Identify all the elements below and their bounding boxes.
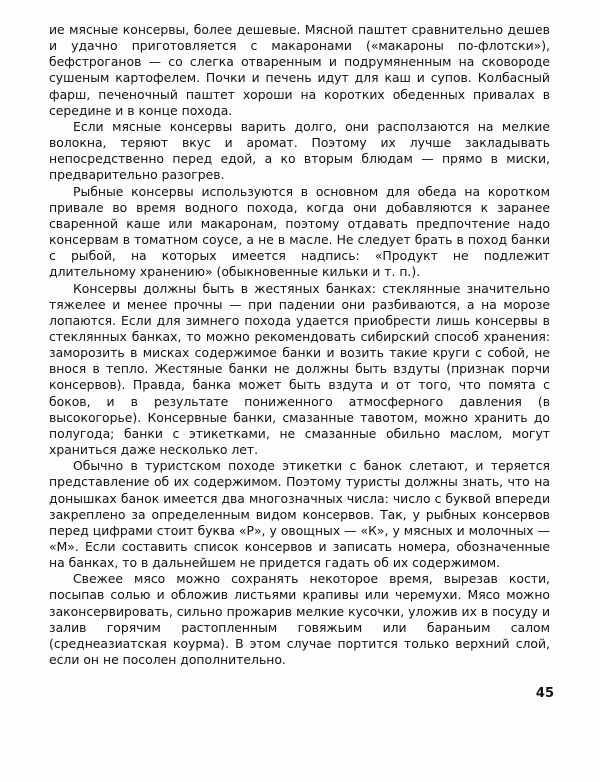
paragraph-cooking-canned-meat: Если мясные консервы варить долго, они расползаются на мелкие волокна, теряют вкус и аромат. Поэтому их лучше закладывать непосредственно перед едой, а ко вторым блюдам — прямо в миски, предварительно разогрев. [49,118,550,183]
paragraph-canned-meat: ие мясные консервы, более дешевые. Мясной паштет сравнительно дешев и удачно приготовляется с макаронами («макароны по-флотски»), бефстроганов — со слегка отваренным и подрумяненным на сковороде сушеным картофелем. Почки и печень идут для каш и супов. Колбасный фарш, печеночный паштет хороши на коротких обеденных привалах в середине и в конце похода. [49,22,550,118]
paragraph-canned-fish: Рыбные консервы используются в основном для обеда на коротком привале во время водного похода, когда они добавляются к заранее сваренной каше или макаронам, поэтому отдавать предпочтение надо консервам в томатном соусе, а не в масле. Не следует брать в поход банки с рыбой, на которых имеется надпись: «Продукт не подлежит длительному хранению» (обыкновенные кильки и т. п.). [49,183,550,280]
paragraph-cans-storage: Консервы должны быть в жестяных банках: стеклянные значительно тяжелее и менее прочны — при падении они разбиваются, а на морозе лопаются. Если для зимнего похода удается приобрести лишь консервы в стеклянных банках, то можно рекомендовать сибирский способ хранения: заморозить в мисках содержимое банки и возить такие круги с собой, не внося в тепло. Жестяные банки не должны быть вздуты (признак порчи консервов). Правда, банка может быть вздута и от того, что помята с боков, и в результате пониженного атмосферного давления (в высокогорье). Консервные банки, смазанные тавотом, можно хранить до полугода; банки с этикетками, не смазанные обильно маслом, могут храниться даже несколько лет. [49,280,550,458]
page-number: 45 [535,686,554,701]
body-text [49,22,550,668]
paragraph-labels: Обычно в туристском походе этикетки с банок слетают, и теряется представление об их содержимом. Поэтому туристы должны знать, что на донышках банок имеется два многозначных числа: число с буквой впереди закреплено за определенным видом консервов. Так, у рыбных консервов перед цифрами стоит буква «Р», у овощных — «К», у мясных и молочных — «М». Если составить список консервов и записать номера, обозначенные на банках, то в дальнейшем не придется гадать об их содержимом. [49,458,550,571]
paragraph-fresh-meat: Свежее мясо можно сохранять некоторое время, вырезав кости, посыпав солью и обложив листьями крапивы или черемухи. Мясо можно законсервировать, сильно прожарив мелкие кусочки, уложив их в посуду и залив горячим растопленным говяжьим или бараньим салом (среднеазиатская коурма). В этом случае портится только верхний слой, если он не посолен дополнительно. [49,571,550,668]
